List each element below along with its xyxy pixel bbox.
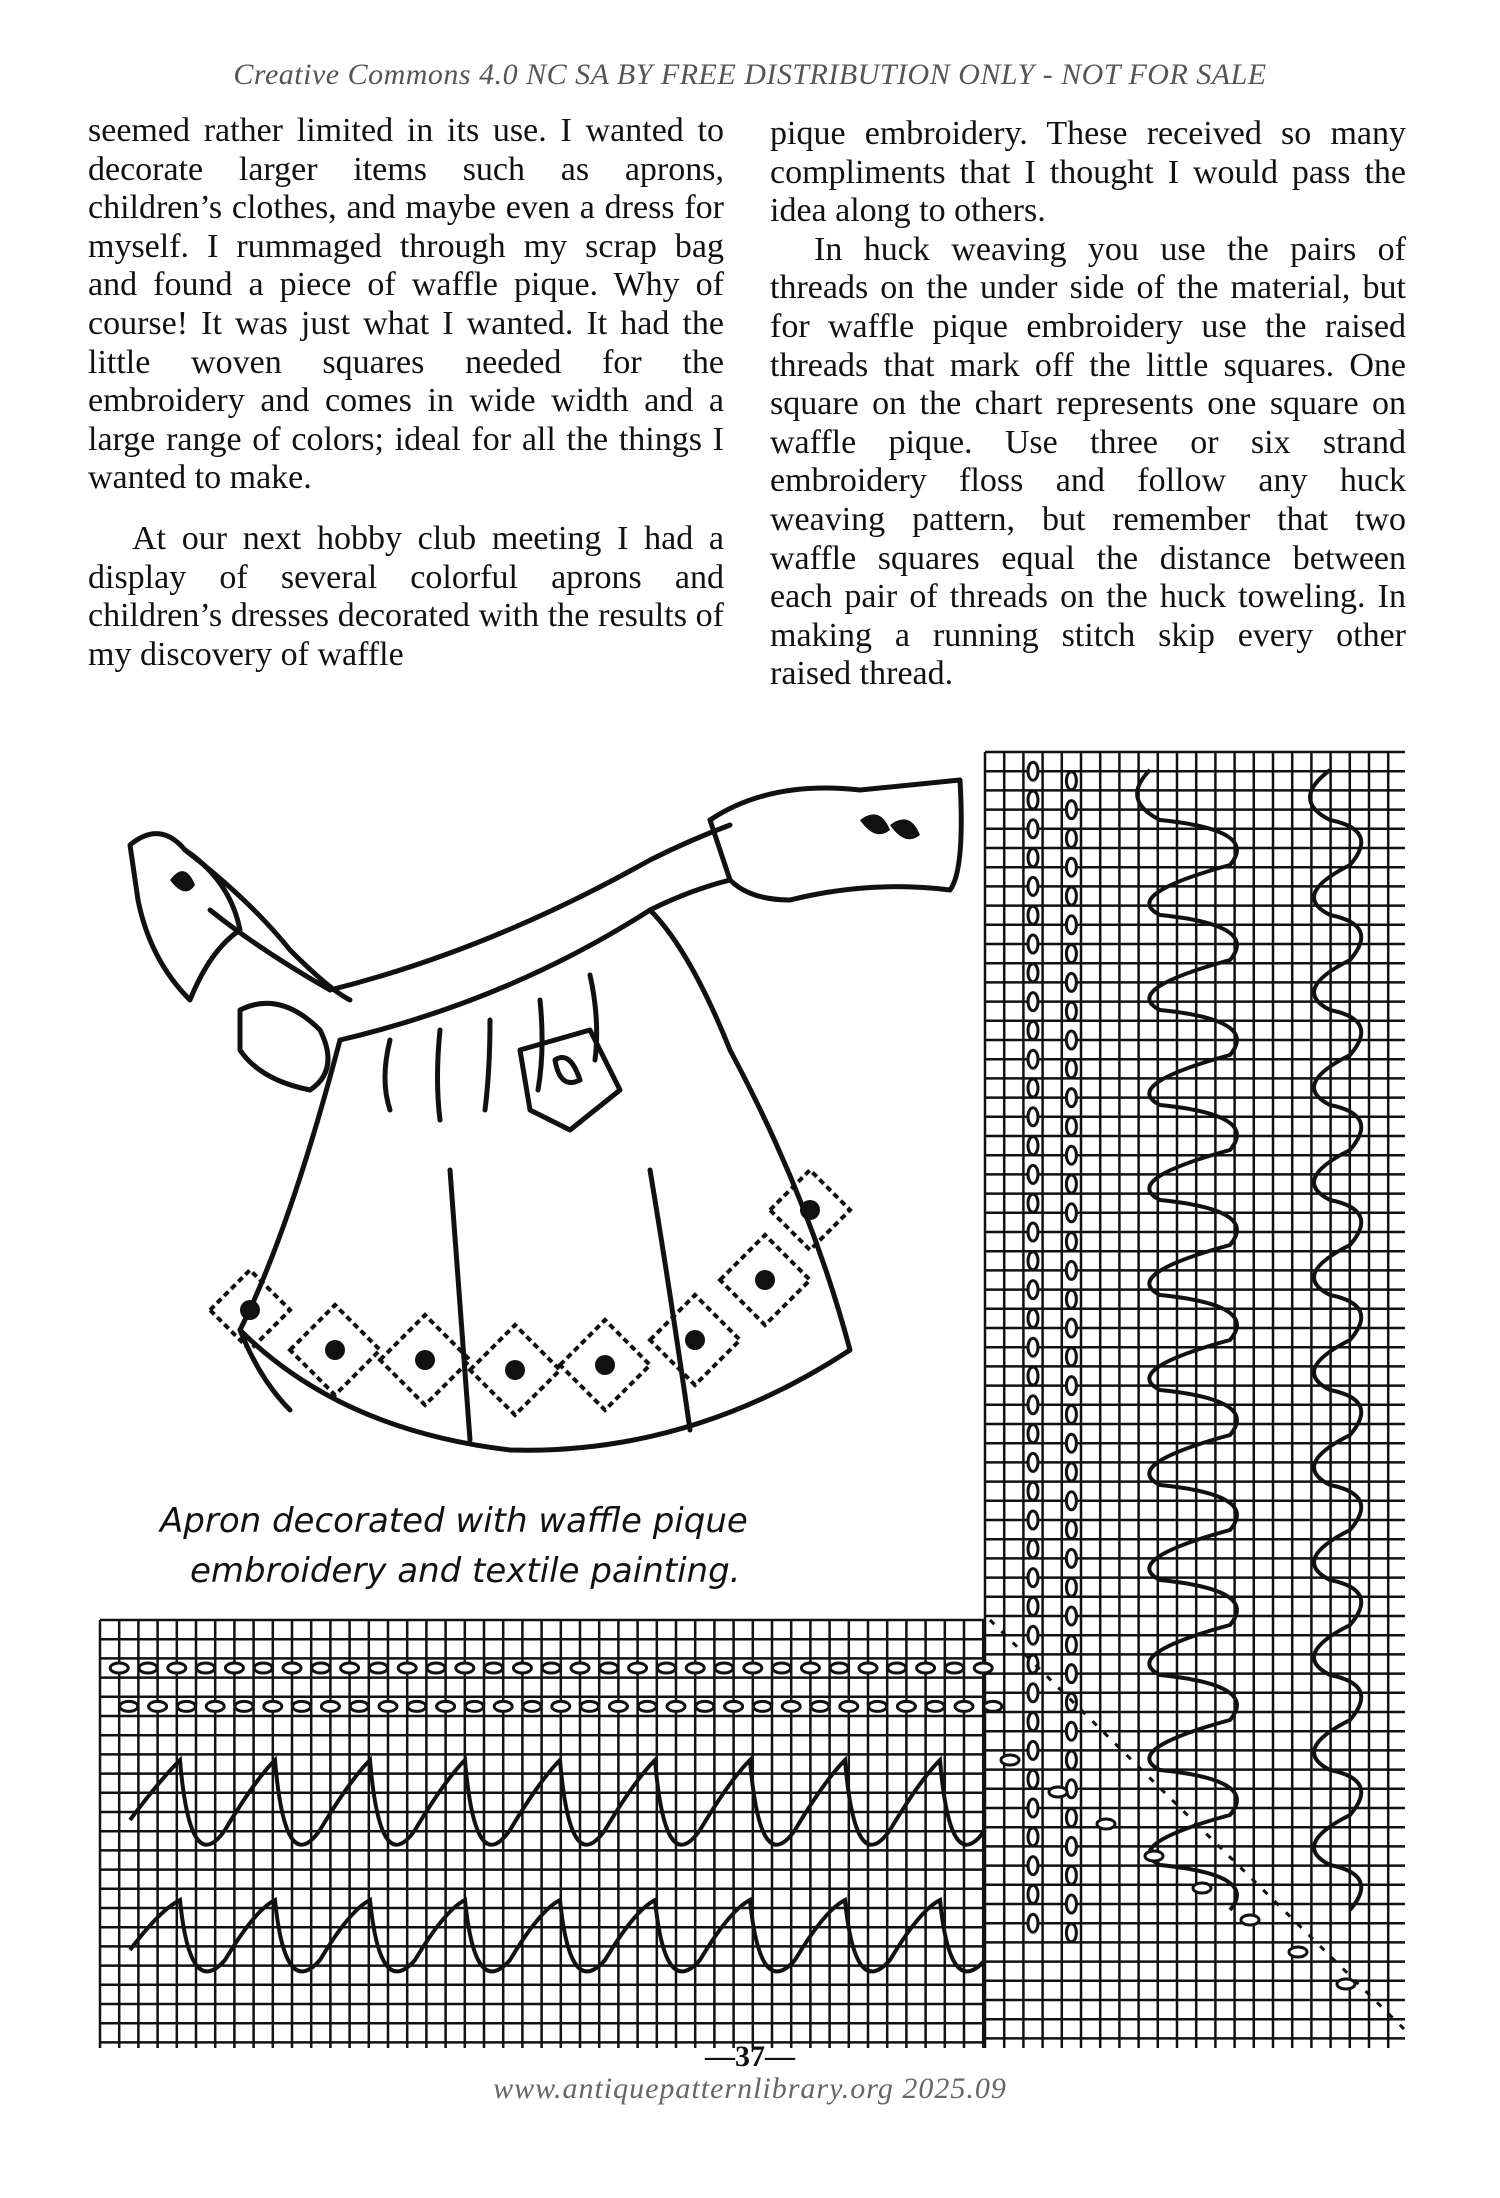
right-paragraph-1: pique embroidery. These received so many compliments that I thought I would pass the idea along to others. xyxy=(770,115,1406,230)
caption-line-1: Apron decorated with waffle pique xyxy=(160,1501,748,1541)
license-watermark: Creative Commons 4.0 NC SA BY FREE DISTRIBUTION ONLY - NOT FOR SALE xyxy=(233,58,1267,91)
pattern-stitches xyxy=(110,762,1361,1989)
left-paragraph-2: At our next hobby club meeting I had a display of several colorful aprons and children’s dresses decorated with the results of my discovery of waffle xyxy=(88,519,724,673)
source-footer: www.antiquepatternlibrary.org 2025.09 xyxy=(493,2072,1007,2105)
caption-line-2: embroidery and textile painting. xyxy=(190,1551,741,1591)
left-paragraph-1: seemed rather limited in its use. I wanted to decorate larger items such as aprons, children’s clothes, and maybe even a dress for myself. I rummaged through my scrap bag and found a piece of waffle pique. Why of course! It was just what I wanted. It had the little woven squares needed for the embroidery and comes in wide width and a large range of colors; ideal for all the things I wanted to make. xyxy=(88,112,724,497)
page-number: —37— xyxy=(705,2040,795,2073)
right-paragraph-2: In huck weaving you use the pairs of threads on the under side of the material, but for waffle pique embroidery use the raised threads that mark off the little squares. One square on the chart represents one square on waffle pique. Use three or six strand embroidery floss and follow any huck weaving pattern, but remember that two waffle squares equal the distance between each pair of threads on the huck toweling. In making a running stitch skip every other raised thread. xyxy=(770,230,1406,693)
